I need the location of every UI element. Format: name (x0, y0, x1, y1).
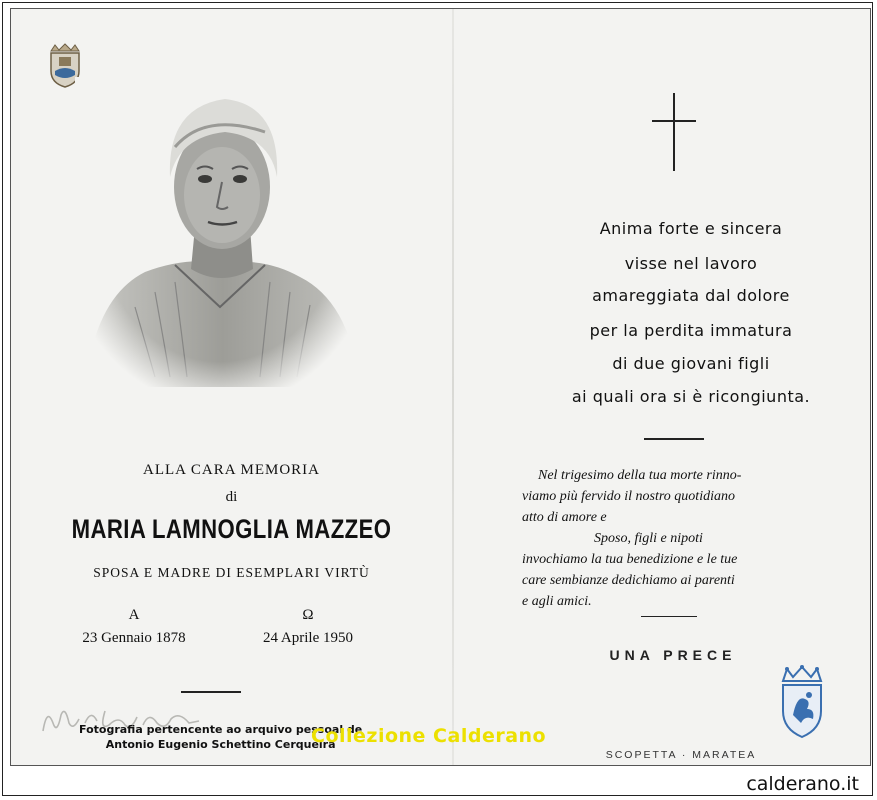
dedication-prose (522, 465, 827, 612)
birth-block (49, 607, 219, 647)
poem-line: amareggiata dal dolore (592, 286, 790, 305)
deceased-name: MARIA LAMNOGLIA MAZZEO (71, 514, 392, 544)
prose-divider (641, 616, 697, 617)
memorial-card (10, 8, 871, 766)
cross-bar (652, 120, 696, 122)
prose-line: Nel trigesimo della tua morte rinno- (538, 468, 742, 483)
printer-credit: SCOPETTA · MARATEA (605, 749, 757, 761)
prose-line: Sposo, figli e nipoti (594, 531, 703, 546)
collection-watermark: Collezione Calderano (311, 725, 547, 747)
birth-date: 23 Gennaio 1878 (82, 630, 186, 646)
subtitle-text: SPOSA E MADRE DI ESEMPLARI VIRTÙ (93, 565, 370, 580)
poem-line: visse nel lavoro (624, 254, 758, 273)
prose-line: e agli amici. (522, 594, 592, 609)
website-label: calderano.it (746, 773, 859, 795)
left-divider (181, 691, 241, 693)
alpha-symbol: A (128, 607, 140, 623)
credit-line-1: Fotografia pertencente ao arquivo pessoal de (79, 723, 363, 736)
poem-line: di due giovani figli (612, 354, 770, 373)
prayer-heading: UNA PRECE (609, 647, 737, 663)
omega-symbol: Ω (302, 607, 314, 623)
di-text: di (225, 489, 238, 505)
prose-line: atto di amore e (522, 510, 607, 525)
dedication-text: ALLA CARA MEMORIA (142, 462, 320, 478)
maratea-crest-icon (779, 665, 825, 739)
death-block (223, 607, 393, 647)
card-fold (452, 9, 454, 765)
credit-line-2: Antonio Eugenio Schettino Cerqueira (105, 738, 336, 751)
poem-line: per la perdita immatura (589, 321, 793, 340)
prose-line: viamo più fervido il nostro quotidiano (522, 489, 735, 504)
death-date: 24 Aprile 1950 (263, 630, 353, 646)
poem-line: ai quali ora si è ricongiunta. (571, 387, 811, 406)
right-divider (644, 438, 704, 440)
prose-line: care sembianze dedichiamo ai parenti (522, 573, 735, 588)
poem-line: Anima forte e sincera (599, 219, 783, 238)
cross-icon (673, 93, 675, 171)
prose-line: invochiamo la tua benedizione e le tue (522, 552, 738, 567)
portrait-photo (75, 77, 365, 407)
